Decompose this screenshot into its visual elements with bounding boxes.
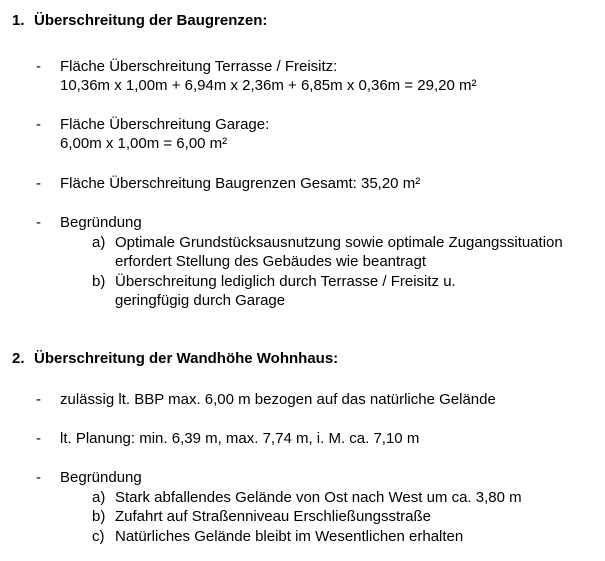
item-line: zulässig lt. BBP max. 6,00 m bezogen auf das natürliche Gelände: [60, 391, 496, 408]
subitem-letter: c): [92, 528, 105, 545]
subitem-line: erfordert Stellung des Gebäudes wie beantragt: [115, 253, 427, 270]
bullet-dash: -: [36, 214, 41, 231]
subitem-letter: b): [92, 273, 106, 290]
section-1-number: 1.: [12, 12, 25, 29]
item-line: 10,36m x 1,00m + 6,94m x 2,36m + 6,85m x 0,36m = 29,20 m²: [60, 77, 477, 94]
section-2-heading: [12, 349, 338, 368]
item-line: lt. Planung: min. 6,39 m, max. 7,74 m, i. M. ca. 7,10 m: [60, 430, 420, 447]
section-2-title: Überschreitung der Wandhöhe Wohnhaus:: [34, 350, 339, 367]
subitem-line: Natürliches Gelände bleibt im Wesentlichen erhalten: [115, 528, 464, 545]
bullet-dash: -: [36, 430, 41, 447]
subitem-line: Stark abfallendes Gelände von Ost nach West um ca. 3,80 m: [115, 489, 522, 506]
section-2-number: 2.: [12, 350, 25, 367]
section-1-title: Überschreitung der Baugrenzen:: [34, 12, 268, 29]
subitem-line: geringfügig durch Garage: [115, 292, 286, 309]
subitem-line: Zufahrt auf Straßenniveau Erschließungsstraße: [115, 508, 431, 525]
item-line: Fläche Überschreitung Garage:: [60, 116, 270, 133]
item-line: Fläche Überschreitung Baugrenzen Gesamt: 35,20 m²: [60, 175, 421, 192]
subitem-letter: a): [92, 234, 106, 251]
item-line: Fläche Überschreitung Terrasse / Freisitz:: [60, 58, 338, 75]
subitem-letter: b): [92, 508, 106, 525]
bullet-dash: -: [36, 58, 41, 75]
bullet-dash: -: [36, 391, 41, 408]
section-1-heading: [12, 11, 267, 30]
item-line: Begründung: [60, 214, 142, 231]
bullet-dash: -: [36, 175, 41, 192]
subitem-letter: a): [92, 489, 106, 506]
item-line: Begründung: [60, 469, 142, 486]
subitem-line: Überschreitung lediglich durch Terrasse / Freisitz u.: [115, 273, 456, 290]
subitem-line: Optimale Grundstücksausnutzung sowie optimale Zugangssituation: [115, 234, 563, 251]
bullet-dash: -: [36, 469, 41, 486]
item-line: 6,00m x 1,00m = 6,00 m²: [60, 135, 228, 152]
bullet-dash: -: [36, 116, 41, 133]
